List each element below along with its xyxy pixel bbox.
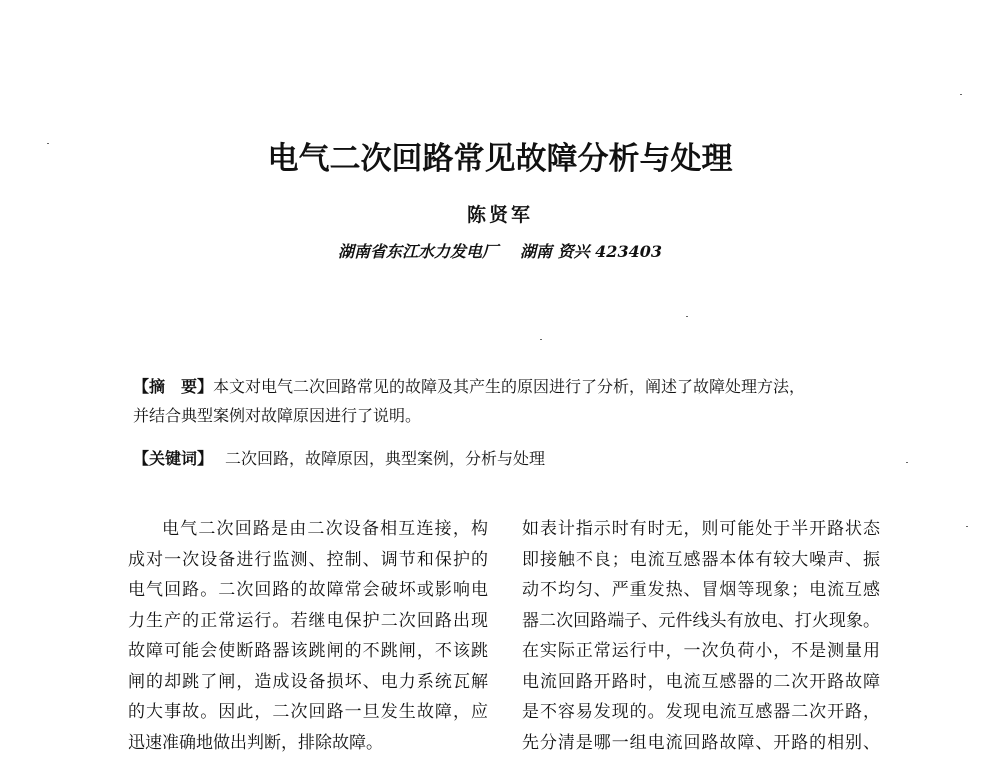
abstract-line-1	[133, 372, 893, 401]
abstract-label: 【摘 要】	[133, 377, 214, 396]
abstract-text-1: 本文对电气二次回路常见的故障及其产生的原因进行了分析，阐述了故障处理方法，	[213, 377, 806, 396]
body-line: 力生产的正常运行。若继电保护二次回路出现	[128, 610, 488, 631]
keywords	[133, 446, 545, 469]
scan-speck	[906, 462, 908, 463]
body-line: 故障可能会使断路器该跳闸的不跳闸，不该跳	[128, 641, 488, 661]
body-line: 闸的却跳了闸，造成设备损坏、电力系统瓦解	[128, 671, 488, 692]
affiliation	[0, 239, 1000, 262]
body-line: 迅速准确地做出判断，排除故障。	[128, 732, 383, 753]
body-line: 电流回路开路时，电流互感器的二次开路故障	[522, 671, 880, 692]
body-line: 电气二次回路是由二次设备相互连接，构	[162, 519, 488, 539]
keywords-value: 二次回路，故障原因，典型案例，分析与处理	[225, 449, 546, 468]
affiliation-org: 湖南省东江水力发电厂	[338, 242, 499, 261]
body-line: 的大事故。因此，二次回路一旦发生故障，应	[128, 702, 488, 722]
body-line: 即接触不良；电流互感器本体有较大噪声、振	[522, 549, 880, 570]
body-line: 如表计指示时有时无，则可能处于半开路状态	[522, 519, 880, 539]
paper-title: 电气二次回路常见故障分析与处理	[267, 141, 733, 177]
body-line: 是不容易发现的。发现电流互感器二次开路，	[522, 702, 880, 722]
scan-speck	[960, 94, 962, 95]
abstract	[133, 372, 893, 430]
body-line: 电气回路。二次回路的故障常会破坏或影响电	[128, 580, 488, 600]
scan-speck	[686, 316, 688, 317]
body-column-left	[128, 514, 488, 758]
body-line: 先分清是哪一组电流回路故障、开路的相别、	[522, 732, 880, 753]
body-line: 动不均匀、严重发热、冒烟等现象；电流互感	[522, 580, 880, 600]
keywords-label: 【关键词】	[133, 449, 214, 468]
scan-speck	[47, 143, 49, 144]
body-line: 器二次回路端子、元件线头有放电、打火现象。	[522, 610, 880, 631]
affiliation-location: 湖南 资兴 423403	[520, 242, 662, 261]
scan-speck	[966, 526, 968, 527]
scan-speck	[540, 339, 542, 340]
body-line: 在实际正常运行中，一次负荷小，不是测量用	[522, 641, 880, 661]
author-name: 陈贤军	[466, 204, 533, 226]
abstract-line-2: 并结合典型案例对故障原因进行了说明。	[133, 406, 422, 425]
body-column-right	[522, 514, 880, 758]
body-line: 成对一次设备进行监测、控制、调节和保护的	[128, 549, 488, 570]
